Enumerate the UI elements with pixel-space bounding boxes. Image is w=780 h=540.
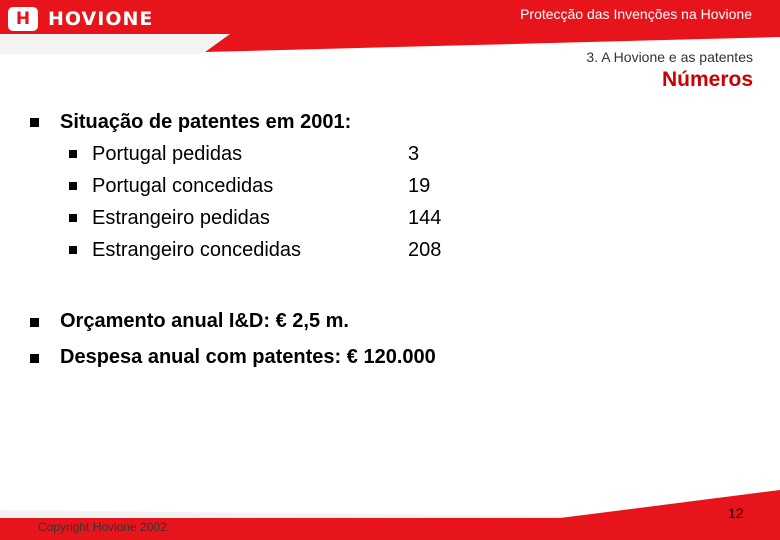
- footer-wedge: [0, 490, 780, 518]
- bullet-orcamento: Orçamento anual I&D: € 2,5 m.: [60, 310, 349, 332]
- slide-title: Números: [661, 68, 753, 91]
- page-number: 12: [728, 505, 744, 521]
- hovione-logo: [8, 7, 153, 31]
- copyright-text: Copyright Hovione 2002: [38, 520, 167, 534]
- value-portugal-concedidas: 19: [408, 175, 431, 197]
- sub-bullet-icon: [69, 182, 77, 190]
- sub-bullet-icon: [69, 150, 77, 158]
- item-portugal-concedidas: Portugal concedidas: [92, 175, 274, 197]
- value-portugal-pedidas: 3: [408, 143, 420, 165]
- item-portugal-pedidas: Portugal pedidas: [92, 143, 243, 165]
- logo-mark-icon: [8, 7, 38, 31]
- item-estrangeiro-pedidas: Estrangeiro pedidas: [92, 207, 270, 229]
- logo-letter: H: [15, 9, 31, 29]
- bullet-square-icon: [30, 354, 39, 363]
- logo-text: HOVIONE: [48, 8, 154, 30]
- header-title: Protecção das Invenções na Hovione: [520, 6, 752, 22]
- bullet-situacao: Situação de patentes em 2001:: [60, 111, 352, 133]
- bullet-square-icon: [30, 318, 39, 327]
- sub-bullet-icon: [69, 246, 77, 254]
- item-estrangeiro-concedidas: Estrangeiro concedidas: [92, 239, 302, 261]
- sub-bullet-icon: [69, 214, 77, 222]
- section-label: 3. A Hovione e as patentes: [586, 49, 753, 65]
- value-estrangeiro-pedidas: 144: [408, 207, 442, 229]
- bullet-square-icon: [30, 118, 39, 127]
- value-estrangeiro-concedidas: 208: [408, 239, 442, 261]
- bullet-despesa: Despesa anual com patentes: € 120.000: [60, 346, 436, 368]
